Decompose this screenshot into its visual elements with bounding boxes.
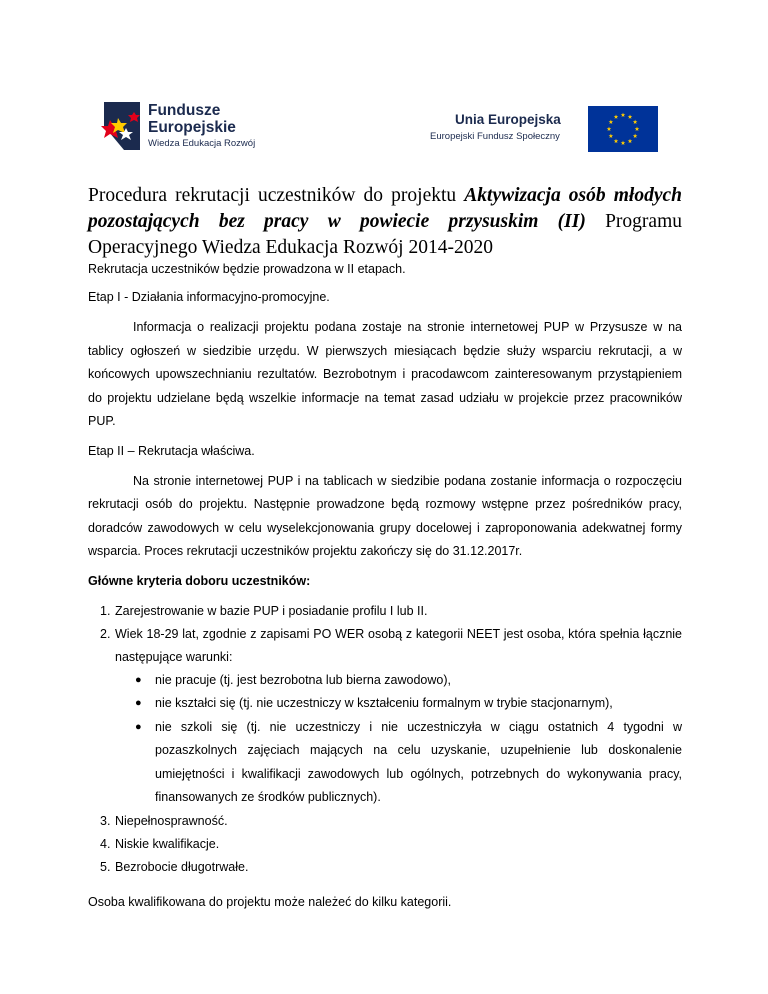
bullet-icon: ● bbox=[135, 720, 142, 733]
title-suffix: Programu Operacyjnego Wiedza Edukacja Rozwój 2014-2020 bbox=[88, 211, 682, 258]
document-body bbox=[88, 260, 682, 921]
title-project-name: Aktywizacja osób młodych pozostających bez pracy w powiecie przysuskim (II) bbox=[88, 185, 682, 232]
stage2-paragraph: Na stronie internetowej PUP i na tablicach w siedzibie podana zostanie informacja o rozpoczęciu rekrutacji osób do projektu. Następnie prowadzone będą rozmowy wstępne przez pośredników pracy, doradców zawodowych w celu wyselekcjonowania grupy docelowej i zaproponowania adekwatnej formy wsparcia. Proces rekrutacji uczestników projektu zakończy się do 31.12.2017r. bbox=[88, 473, 682, 558]
fe-logo-line2: Europejskie bbox=[148, 119, 236, 136]
bullet-icon: ● bbox=[135, 673, 142, 686]
eu-flag-icon bbox=[588, 106, 658, 152]
fundusze-europejskie-emblem-icon bbox=[98, 98, 144, 154]
list-item: ● nie kształci się (tj. nie uczestniczy w kształceniu formalnym w trybie stacjonarnym), bbox=[115, 692, 682, 716]
fundusze-europejskie-logo bbox=[98, 98, 278, 156]
unia-europejska-logo bbox=[430, 112, 580, 144]
list-item: 4. Niskie kwalifikacje. bbox=[100, 836, 220, 851]
list-item: ● nie szkoli się (tj. nie uczestniczy i nie uczestniczyła w ciągu ostatnich 4 tygodni w pozaszkolnych zajęciach mających na celu uzyskanie, uzupełnienie lub doskonalenie umiejętności i kwalifikacji zawodowych lub ogólnych, potrzebnych do wykonywania pracy, finansowanych ze środków publicznych). bbox=[115, 716, 682, 810]
document-title bbox=[88, 183, 682, 261]
eu-logo-title: Unia Europejska bbox=[455, 112, 561, 127]
stage1-paragraph: Informacja o realizacji projektu podana zostaje na stronie internetowej PUP w Przysusze w na tablicy ogłoszeń w siedzibie urzędu. W pierwszych miesiącach będzie służy wsparciu rekrutacji, a w końcowych upowszechnianiu rezultatów. Bezrobotnym i pracodawcom zainteresowanym przystąpieniem do projektu udzielane będą wszelkie informacje na temat zasad udziału w projekcie przez pracowników PUP. bbox=[88, 320, 682, 428]
list-item: 5. Bezrobocie długotrwałe. bbox=[100, 859, 249, 874]
stage2-heading: Etap II – Rekrutacja właściwa. bbox=[88, 443, 255, 458]
bullet-icon: ● bbox=[135, 697, 142, 709]
list-item: 1. Zarejestrowanie w bazie PUP i posiadanie profilu I lub II. bbox=[100, 603, 428, 618]
list-item: 3. Niepełnosprawność. bbox=[100, 813, 228, 828]
fe-logo-line1: Fundusze bbox=[148, 102, 221, 119]
list-item: ● nie pracuje (tj. jest bezrobotna lub bierna zawodowo), bbox=[115, 669, 682, 693]
fe-logo-line3: Wiedza Edukacja Rozwój bbox=[148, 138, 256, 149]
intro-paragraph: Rekrutacja uczestników będzie prowadzona w II etapach. bbox=[88, 262, 406, 276]
stage1-heading: Etap I - Działania informacyjno-promocyjne. bbox=[88, 290, 330, 304]
criteria-list bbox=[88, 600, 682, 879]
title-prefix: Procedura rekrutacji uczestników do projektu bbox=[88, 185, 465, 206]
eu-logo-subtitle: Europejski Fundusz Społeczny bbox=[430, 131, 560, 142]
closing-paragraph: Osoba kwalifikowana do projektu może należeć do kilku kategorii. bbox=[88, 894, 452, 909]
list-item: 2. Wiek 18-29 lat, zgodnie z zapisami PO WER osobą z kategorii NEET jest osoba, która spełnia łącznie następujące warunki: ● nie pracuje (tj. jest bezrobotna lub bierna zawodowo), ● nie kształci się (tj. nie uczestniczy w kształceniu formalnym w trybie stacjonarnym), ● nie szkoli się (tj. nie uczestniczy i nie uczestniczyła w ciągu ostatnich 4 tygodni w pozaszkolnych zajęciach mających na celu uzyskanie, uzupełnienie lub doskonalenie umiejętności i kwalifikacji zawodowych lub ogólnych, potrzebnych do wykonywania pracy, finansowanych ze środków publicznych). bbox=[88, 623, 682, 810]
conditions-list bbox=[115, 669, 682, 810]
criteria-heading: Główne kryteria doboru uczestników: bbox=[88, 573, 311, 588]
